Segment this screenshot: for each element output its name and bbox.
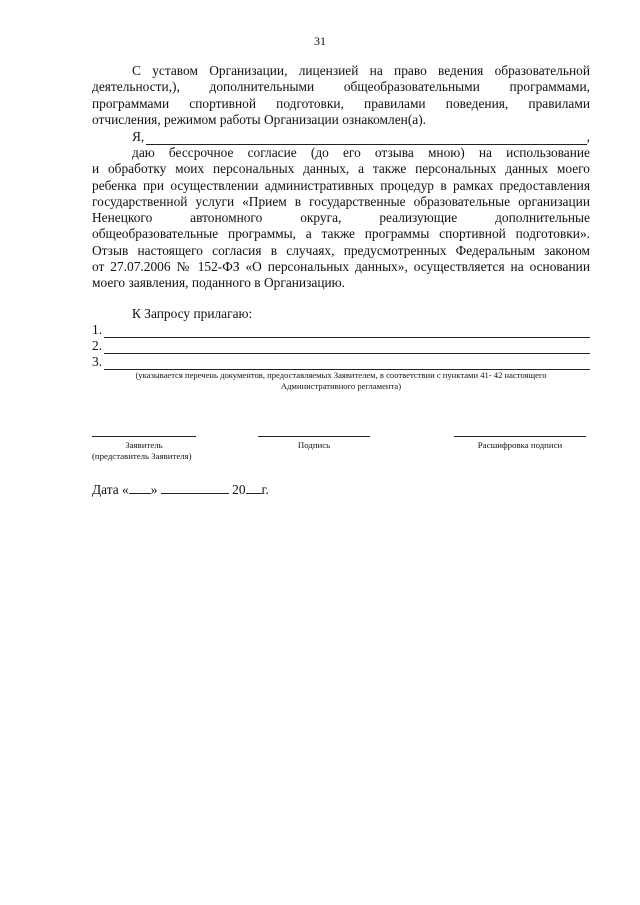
consent-line: Отзыв настоящего согласия в случаях, предусмотренных Федеральным законом — [92, 242, 590, 258]
ack-line: отчисления, режимом работы Организации ознакомлен(а). — [92, 111, 427, 127]
date-day-field[interactable] — [129, 481, 151, 494]
consent-line: общеобразовательные программы, а также программы спортивной подготовки». — [92, 226, 590, 242]
date-label: Дата « — [92, 482, 129, 497]
signature-line[interactable] — [258, 436, 370, 437]
attachments-section — [92, 306, 590, 370]
attachments-caption — [92, 370, 590, 392]
applicant-prefix: Я, — [132, 128, 145, 144]
consent-line: и обработку моих персональных данных, а также персональных данных моего — [92, 161, 590, 177]
consent-line: моего заявления, поданного в Организацию. — [92, 275, 346, 291]
caption-line: Административного регламента) — [280, 381, 402, 391]
ack-line: программами спортивной подготовки, правилами поведения, правилами — [92, 95, 590, 111]
consent-line: Ненецкого автономного округа, реализующие дополнительные — [92, 210, 590, 226]
date-year-prefix: 20 — [232, 482, 246, 497]
signature-decoding-label: Расшифровка подписи — [477, 440, 563, 450]
attachment-field[interactable] — [104, 325, 590, 338]
date-year-field[interactable] — [246, 481, 262, 494]
attachment-number: 1. — [92, 322, 103, 337]
caption-line: (указывается перечень документов, предоставляемых Заявителем, в соответствии с пунктами 41- 42 настоящего — [135, 370, 547, 380]
consent-paragraph — [92, 145, 590, 292]
signature-decoding-line[interactable] — [454, 436, 586, 437]
date-year-suffix: г. — [261, 482, 269, 497]
attachment-field[interactable] — [104, 341, 590, 354]
ack-line: деятельности,), дополнительными общеобразовательными программами, — [92, 79, 590, 95]
consent-line: от 27.07.2006 № 152-ФЗ «О персональных данных», осуществляется на основании — [92, 259, 590, 275]
consent-line: даю бессрочное согласие (до его отзыва мною) на использование — [132, 145, 590, 160]
applicant-name-field[interactable] — [146, 132, 586, 145]
attachment-number: 3. — [92, 354, 103, 369]
signature-label: Подпись — [297, 440, 331, 450]
acknowledgement-paragraph — [92, 63, 590, 128]
date-month-field[interactable] — [161, 481, 229, 494]
applicant-representative-label: (представитель Заявителя) — [92, 451, 192, 461]
applicant-signature-line[interactable] — [92, 436, 196, 437]
applicant-name-row — [92, 128, 590, 145]
consent-line: ребенка при осуществлении административных процедур в рамках предоставления — [92, 177, 590, 193]
attachments-heading: К Запросу прилагаю: — [132, 306, 253, 321]
date-quote-close: » — [150, 482, 158, 497]
attachment-item — [92, 322, 590, 338]
attachment-item — [92, 338, 590, 354]
attachment-field[interactable] — [104, 357, 590, 370]
attachment-number: 2. — [92, 338, 103, 353]
attachment-item — [92, 354, 590, 370]
page-number: 31 — [314, 34, 326, 48]
consent-line: государственной услуги «Прием в государственные образовательные организации — [92, 193, 590, 209]
ack-line: С уставом Организации, лицензией на право ведения образовательной — [132, 63, 590, 78]
applicant-suffix: , — [586, 128, 590, 144]
date-row — [92, 481, 269, 498]
applicant-label: Заявитель — [125, 440, 163, 450]
